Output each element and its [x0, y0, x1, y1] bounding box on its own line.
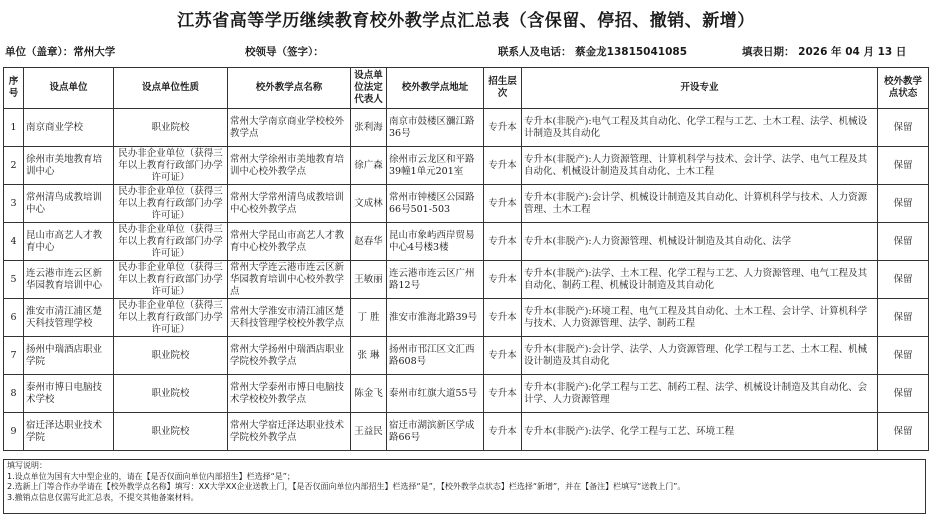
- cell-level: 专升本: [484, 261, 522, 299]
- cell-no: 5: [4, 261, 24, 299]
- cell-nature: 民办非企业单位（获得三年以上教育行政部门办学许可证）: [114, 299, 228, 337]
- cell-status: 保留: [878, 185, 929, 223]
- unit-field: 单位（盖章）：常州大学: [5, 46, 116, 58]
- cell-status: 保留: [878, 337, 929, 375]
- cell-rep: 张 琳: [351, 337, 387, 375]
- cell-no: 9: [4, 413, 24, 451]
- cell-site-name: 常州大学淮安市清江浦区楚天科技管理学校校外教学点: [228, 299, 351, 337]
- cell-nature: 职业院校: [114, 375, 228, 413]
- cell-address: 宿迁市湖滨新区学成路66号: [387, 413, 484, 451]
- cell-nature: 职业院校: [114, 413, 228, 451]
- cell-status: 保留: [878, 223, 929, 261]
- table-row: [4, 109, 929, 147]
- leader-field: 校领导（签字）：: [245, 46, 324, 58]
- col-header: 校外教学点名称: [228, 68, 351, 109]
- date-field: 填表日期： 2026 年 04 月 13 日: [742, 46, 907, 58]
- cell-rep: 徐广森: [351, 147, 387, 185]
- cell-unit: 泰州市博日电脑技术学校: [24, 375, 114, 413]
- cell-rep: 赵春华: [351, 223, 387, 261]
- cell-site-name: 常州大学连云港市连云区新华园教育培训中心校外教学点: [228, 261, 351, 299]
- cell-status: 保留: [878, 375, 929, 413]
- cell-rep: 丁 胜: [351, 299, 387, 337]
- cell-rep: 文成林: [351, 185, 387, 223]
- cell-unit: 扬州中瑞酒店职业学院: [24, 337, 114, 375]
- cell-no: 8: [4, 375, 24, 413]
- cell-nature: 职业院校: [114, 337, 228, 375]
- cell-address: 扬州市邗江区文汇西路608号: [387, 337, 484, 375]
- cell-address: 常州市钟楼区公园路66号501-503: [387, 185, 484, 223]
- teaching-site-table: [3, 67, 929, 451]
- cell-address: 淮安市淮海北路39号: [387, 299, 484, 337]
- cell-site-name: 常州大学常州清鸟成教培训中心校外教学点: [228, 185, 351, 223]
- contact-field: 联系人及电话： 蔡金龙13815041085: [498, 46, 688, 58]
- cell-rep: 王益民: [351, 413, 387, 451]
- cell-level: 专升本: [484, 185, 522, 223]
- cell-rep: 陈金飞: [351, 375, 387, 413]
- cell-level: 专升本: [484, 147, 522, 185]
- cell-majors: 专升本(非脱产):法学、化学工程与工艺、环境工程: [522, 413, 878, 451]
- cell-site-name: 常州大学扬州中瑞酒店职业学院校外教学点: [228, 337, 351, 375]
- table-row: [4, 223, 929, 261]
- notes-heading: 填写说明：: [7, 461, 47, 470]
- cell-nature: 民办非企业单位（获得三年以上教育行政部门办学许可证）: [114, 147, 228, 185]
- cell-majors: 专升本(非脱产):会计学、机械设计制造及其自动化、计算机科学与技术、人力资源管理、土木工程: [522, 185, 878, 223]
- cell-level: 专升本: [484, 223, 522, 261]
- col-header: 设点单位性质: [114, 68, 228, 109]
- col-header: 设点单位: [24, 68, 114, 109]
- col-header: 设点单位法定代表人: [351, 68, 387, 109]
- cell-majors: 专升本(非脱产):会计学、法学、人力资源管理、化学工程与工艺、土木工程、机械设计制造及其自动化: [522, 337, 878, 375]
- col-header: 校外教学点状态: [878, 68, 929, 109]
- cell-address: 徐州市云龙区和平路39幢1单元201室: [387, 147, 484, 185]
- cell-status: 保留: [878, 261, 929, 299]
- cell-status: 保留: [878, 109, 929, 147]
- cell-nature: 民办非企业单位（获得三年以上教育行政部门办学许可证）: [114, 223, 228, 261]
- cell-site-name: 常州大学泰州市博日电脑技术学校校外教学点: [228, 375, 351, 413]
- cell-majors: 专升本(非脱产):人力资源管理、机械设计制造及其自动化、法学: [522, 223, 878, 261]
- cell-unit: 宿迁泽达职业技术学院: [24, 413, 114, 451]
- cell-majors: 专升本(非脱产):化学工程与工艺、制药工程、法学、机械设计制造及其自动化、会计学、人力资源管理: [522, 375, 878, 413]
- col-header: 开设专业: [522, 68, 878, 109]
- instructions-box: [3, 459, 926, 514]
- cell-address: 泰州市红旗大道55号: [387, 375, 484, 413]
- page-title: 江苏省高等学历继续教育校外教学点汇总表（含保留、停招、撤销、新增）: [177, 11, 755, 31]
- cell-no: 2: [4, 147, 24, 185]
- cell-level: 专升本: [484, 299, 522, 337]
- cell-rep: 张利海: [351, 109, 387, 147]
- cell-majors: 专升本(非脱产):电气工程及其自动化、化学工程与工艺、土木工程、法学、机械设计制造及其自动化: [522, 109, 878, 147]
- cell-level: 专升本: [484, 109, 522, 147]
- cell-status: 保留: [878, 413, 929, 451]
- cell-address: 南京市鼓楼区瀰江路36号: [387, 109, 484, 147]
- cell-unit: 常州清鸟成教培训中心: [24, 185, 114, 223]
- cell-nature: 民办非企业单位（获得三年以上教育行政部门办学许可证）: [114, 185, 228, 223]
- cell-unit: 连云港市连云区新华园教育培训中心: [24, 261, 114, 299]
- table-row: [4, 261, 929, 299]
- note-line: 2.选新上门等合作办学请在【校外教学点名称】填写：XX大学XX企业送教上门，【是否仅面向单位内部招生】栏选择“是”，【校外教学点状态】栏选择“新增”，并在【备注】栏填写“送教上门”。: [7, 482, 686, 491]
- cell-site-name: 常州大学南京商业学校校外教学点: [228, 109, 351, 147]
- col-header: 招生层次: [484, 68, 522, 109]
- cell-rep: 王敏丽: [351, 261, 387, 299]
- cell-nature: 职业院校: [114, 109, 228, 147]
- cell-no: 3: [4, 185, 24, 223]
- cell-unit: 淮安市清江浦区楚天科技管理学校: [24, 299, 114, 337]
- cell-address: 连云港市连云区广州路12号: [387, 261, 484, 299]
- cell-unit: 昆山市高艺人才教育中心: [24, 223, 114, 261]
- table-row: [4, 375, 929, 413]
- cell-no: 4: [4, 223, 24, 261]
- cell-unit: 南京商业学校: [24, 109, 114, 147]
- cell-level: 专升本: [484, 413, 522, 451]
- table-row: [4, 413, 929, 451]
- cell-majors: 专升本(非脱产):环境工程、电气工程及其自动化、土木工程、会计学、计算机科学与技术、人力资源管理、法学、制药工程: [522, 299, 878, 337]
- table-row: [4, 185, 929, 223]
- table-row: [4, 337, 929, 375]
- cell-site-name: 常州大学昆山市高艺人才教育中心校外教学点: [228, 223, 351, 261]
- cell-address: 昆山市象屿西岸贸易中心4号楼3楼: [387, 223, 484, 261]
- header-row: [4, 68, 929, 109]
- cell-status: 保留: [878, 299, 929, 337]
- cell-no: 6: [4, 299, 24, 337]
- note-line: 1.设点单位为国有大中型企业的，请在【是否仅面向单位内部招生】栏选择“是”；: [7, 471, 295, 481]
- note-line: 3.撤销点信息仅需写此汇总表，不提交其他备案材料。: [7, 492, 199, 502]
- table-row: [4, 147, 929, 185]
- cell-unit: 徐州市美地教育培训中心: [24, 147, 114, 185]
- cell-level: 专升本: [484, 375, 522, 413]
- cell-nature: 民办非企业单位（获得三年以上教育行政部门办学许可证）: [114, 261, 228, 299]
- cell-majors: 专升本(非脱产):法学、土木工程、化学工程与工艺、人力资源管理、电气工程及其自动化、制药工程、机械设计制造及其自动化: [522, 261, 878, 299]
- col-header: 序号: [4, 68, 24, 109]
- cell-no: 7: [4, 337, 24, 375]
- cell-no: 1: [4, 109, 24, 147]
- cell-level: 专升本: [484, 337, 522, 375]
- cell-site-name: 常州大学宿迁泽达职业技术学院校外教学点: [228, 413, 351, 451]
- col-header: 校外教学点地址: [387, 68, 484, 109]
- table-row: [4, 299, 929, 337]
- cell-status: 保留: [878, 147, 929, 185]
- cell-site-name: 常州大学徐州市美地教育培训中心校外教学点: [228, 147, 351, 185]
- cell-majors: 专升本(非脱产):人力资源管理、计算机科学与技术、会计学、法学、电气工程及其自动化、机械设计制造及其自动化、土木工程: [522, 147, 878, 185]
